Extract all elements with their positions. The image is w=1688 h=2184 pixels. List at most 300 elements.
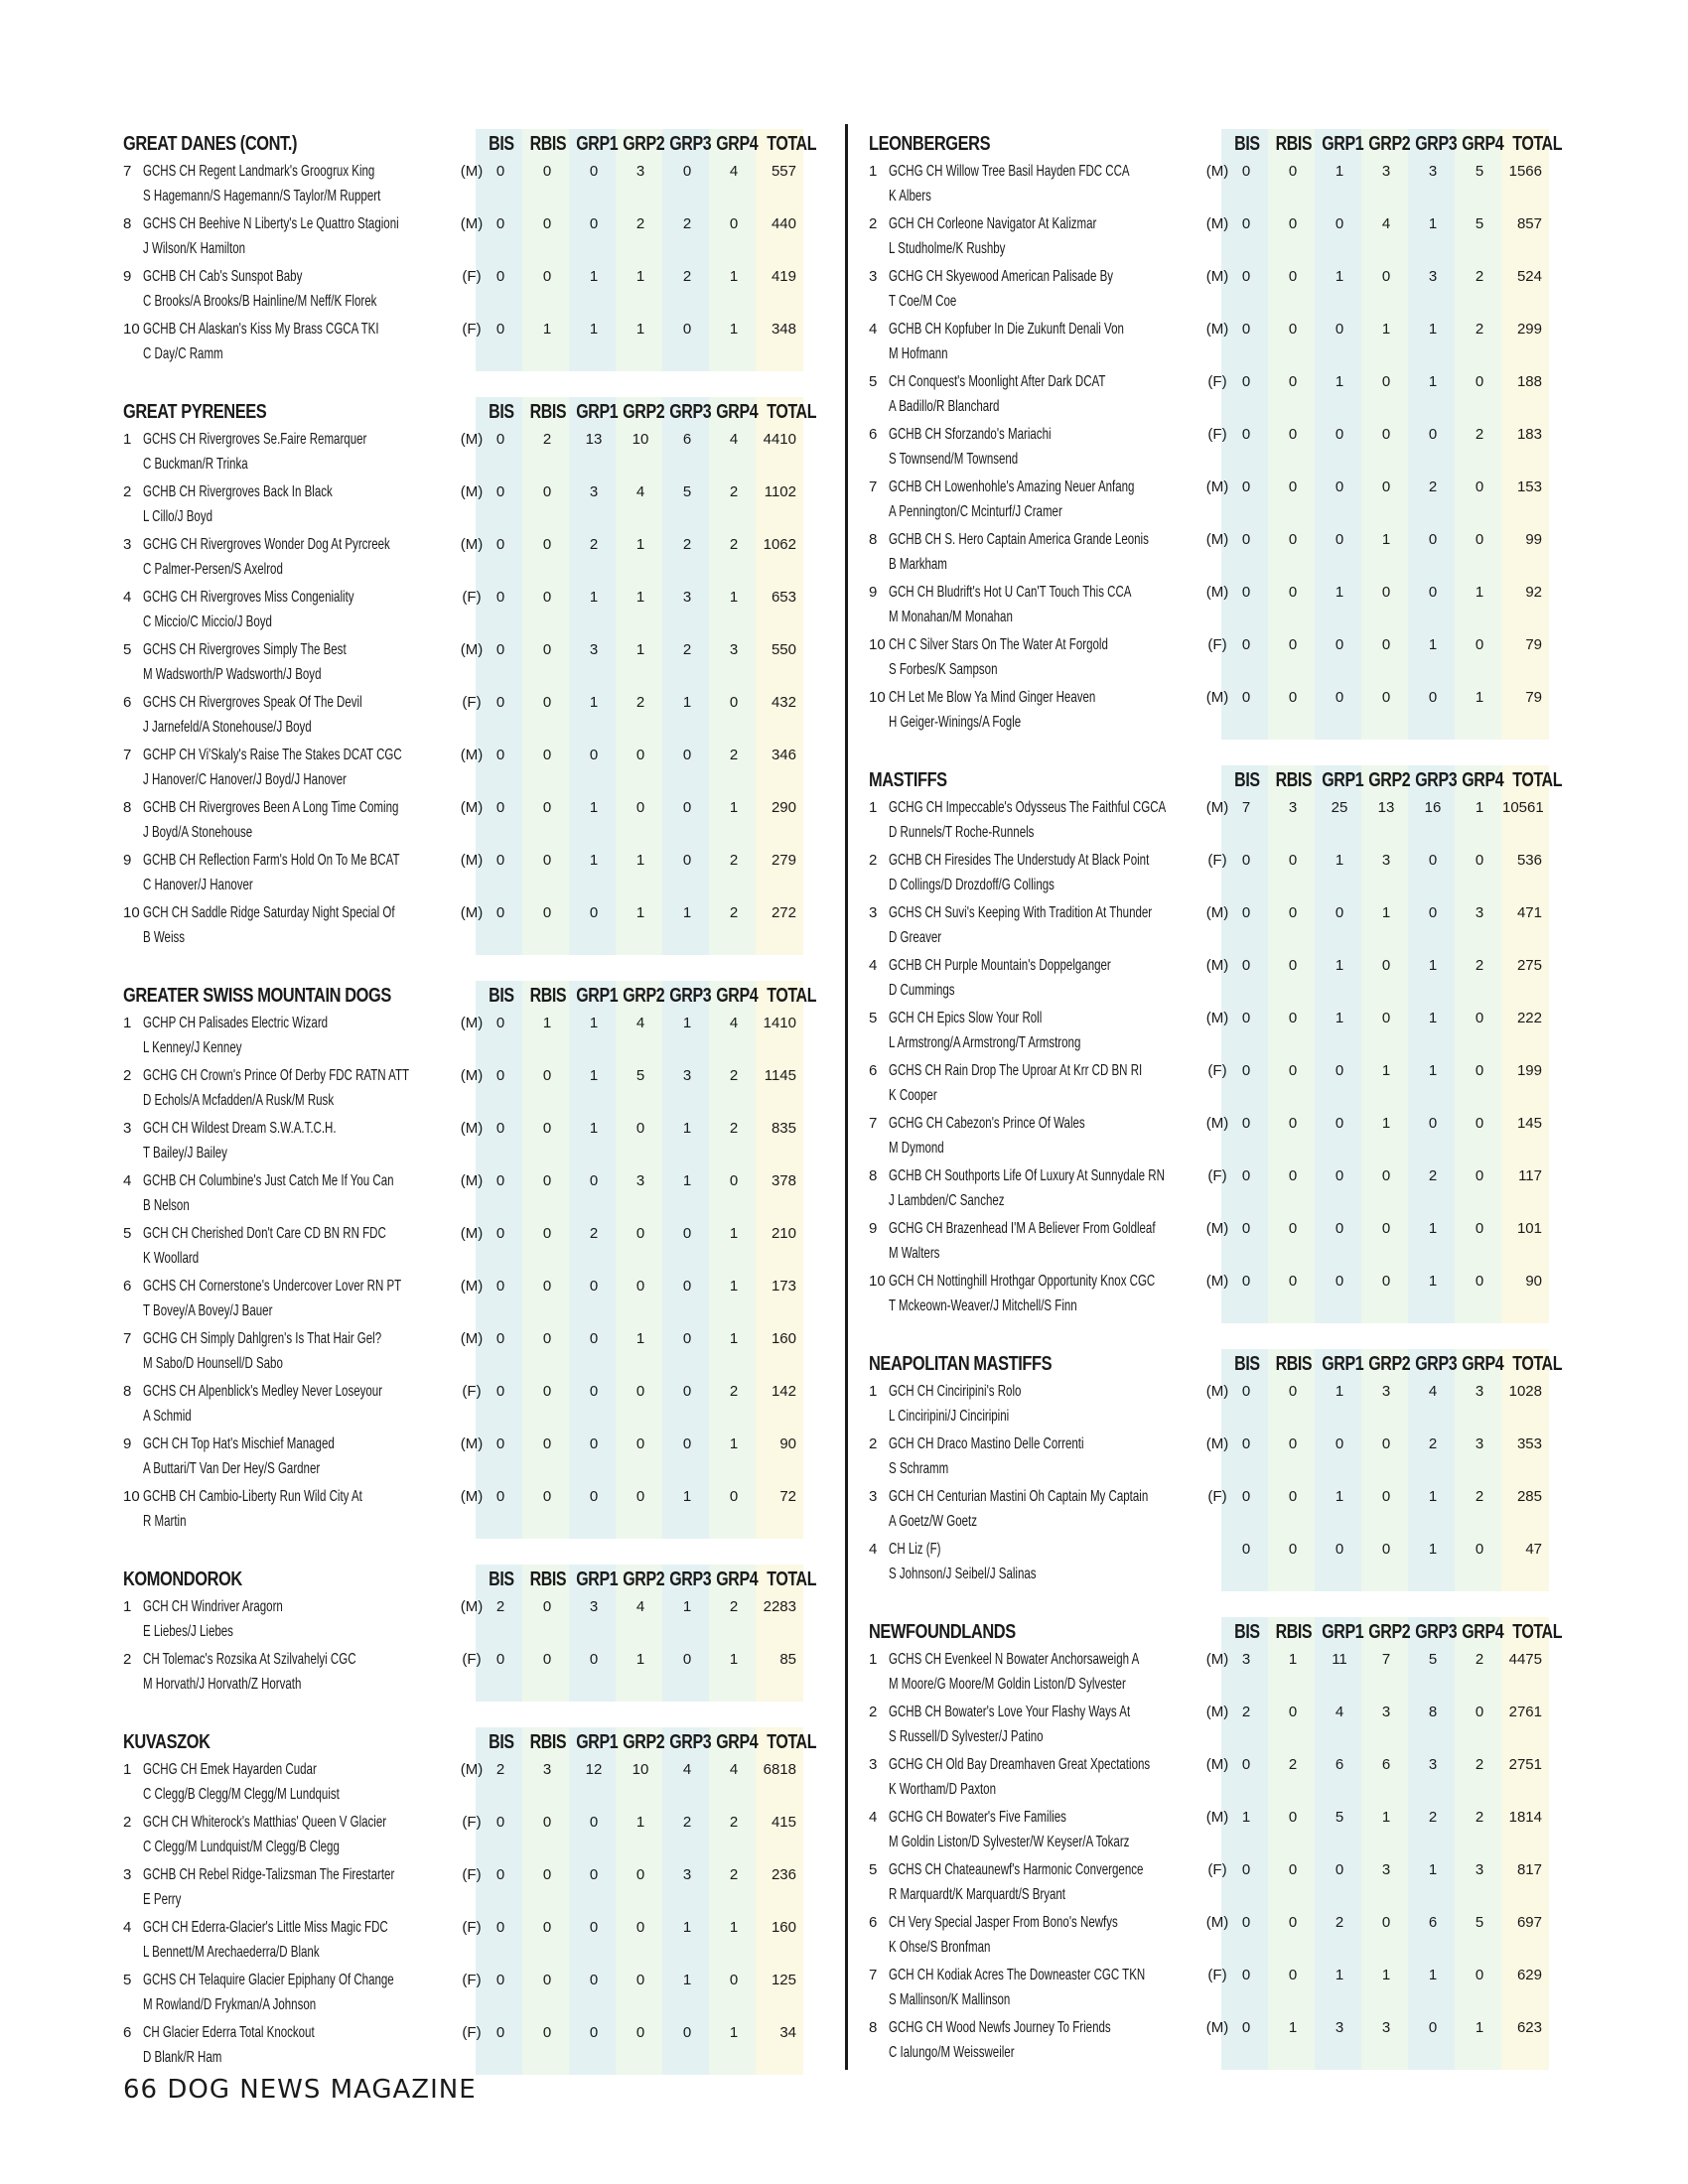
column-header-label: TOTAL bbox=[1512, 1353, 1563, 1375]
dog-name: GCHG CH Bowater's Five Families bbox=[889, 1809, 1066, 1826]
sex-label: (F) bbox=[462, 1814, 482, 1831]
column-stripe bbox=[616, 1727, 663, 2075]
owner-names: A Badillo/R Blanchard bbox=[889, 398, 1000, 415]
stat-total: 79 bbox=[1525, 636, 1542, 653]
stat-grp1: 0 bbox=[1335, 1861, 1344, 1878]
dog-name: GCHB CH Kopfuber In Die Zukunft Denali Von bbox=[889, 321, 1124, 338]
stat-grp3: 3 bbox=[682, 1866, 692, 1883]
stat-rbis: 0 bbox=[1288, 215, 1298, 232]
stat-grp3: 0 bbox=[682, 321, 692, 338]
stat-rbis: 0 bbox=[1288, 1914, 1298, 1931]
stat-grp2: 4 bbox=[1381, 215, 1391, 232]
stat-rbis: 0 bbox=[1288, 689, 1298, 706]
owner-names: L Cillo/J Boyd bbox=[143, 508, 213, 525]
column-header-label: GRP4 bbox=[716, 1569, 759, 1590]
stat-grp4: 0 bbox=[1475, 1115, 1484, 1132]
stat-grp4: 0 bbox=[1475, 1541, 1484, 1558]
owner-names: C Day/C Ramm bbox=[143, 345, 223, 362]
stat-bis: 0 bbox=[495, 483, 505, 500]
column-header-label: GRP2 bbox=[1368, 133, 1411, 155]
stat-bis: 0 bbox=[495, 431, 505, 448]
stat-rbis: 0 bbox=[1288, 268, 1298, 285]
stat-grp3: 0 bbox=[682, 1278, 692, 1295]
rank-number: 3 bbox=[869, 904, 878, 921]
stat-total: 92 bbox=[1525, 584, 1542, 601]
rank-number: 6 bbox=[869, 1914, 878, 1931]
stat-grp1: 0 bbox=[589, 163, 599, 180]
stat-grp3: 2 bbox=[682, 268, 692, 285]
dog-name: GCH CH Wildest Dream S.W.A.T.C.H. bbox=[143, 1120, 337, 1137]
column-stripe bbox=[476, 397, 523, 955]
dog-name: GCHG CH Impeccable's Odysseus The Faithful CGCA bbox=[889, 799, 1167, 816]
sex-label: (M) bbox=[1205, 1220, 1229, 1237]
column-header-grp2 bbox=[1363, 1621, 1411, 1644]
dog-name: GCH CH Bludrift's Hot U Can'T Touch This CCA bbox=[889, 584, 1132, 601]
column-header-label: GRP2 bbox=[1368, 769, 1411, 791]
column-header-label: RBIS bbox=[529, 1731, 567, 1753]
rank-number: 7 bbox=[123, 747, 132, 763]
stat-grp3: 0 bbox=[682, 1225, 692, 1242]
stat-grp4: 0 bbox=[729, 215, 739, 232]
column-header-label: GRP3 bbox=[669, 1569, 712, 1590]
sex-label: (M) bbox=[460, 641, 484, 658]
stat-bis: 0 bbox=[495, 268, 505, 285]
owner-names: L Studholme/K Rushby bbox=[889, 240, 1006, 257]
column-stripe bbox=[662, 981, 710, 1539]
stat-grp4: 2 bbox=[729, 747, 739, 763]
stat-bis: 0 bbox=[1241, 531, 1251, 548]
sex-label: (M) bbox=[1205, 1914, 1229, 1931]
column-header-grp3 bbox=[664, 985, 712, 1008]
stat-grp4: 2 bbox=[729, 1598, 739, 1615]
stat-grp2: 0 bbox=[1381, 268, 1391, 285]
stat-grp1: 1 bbox=[1335, 1010, 1344, 1026]
stat-grp1: 6 bbox=[1335, 1756, 1344, 1773]
column-header-label: GRP1 bbox=[576, 401, 619, 423]
stat-grp4: 1 bbox=[1475, 689, 1484, 706]
stat-grp2: 0 bbox=[635, 1488, 645, 1505]
dog-name: GCHB CH Bowater's Love Your Flashy Ways At bbox=[889, 1704, 1131, 1720]
dog-name: GCHS CH Suvi's Keeping With Tradition At Thunder bbox=[889, 904, 1153, 921]
stat-grp2: 1 bbox=[635, 1651, 645, 1668]
stat-rbis: 0 bbox=[1288, 1809, 1298, 1826]
column-header-grp4 bbox=[711, 1731, 759, 1754]
column-stripe bbox=[1221, 765, 1269, 1323]
stat-grp1: 1 bbox=[1335, 957, 1344, 974]
stat-grp4: 2 bbox=[729, 1383, 739, 1400]
column-header-grp4 bbox=[1457, 769, 1504, 792]
breed-title: MASTIFFS bbox=[869, 769, 947, 791]
stat-grp4: 3 bbox=[1475, 1861, 1484, 1878]
sex-label: (M) bbox=[1205, 584, 1229, 601]
stat-grp1: 0 bbox=[1335, 1167, 1344, 1184]
stat-total: 2761 bbox=[1508, 1704, 1542, 1720]
stat-grp1: 1 bbox=[1335, 163, 1344, 180]
stat-grp2: 10 bbox=[632, 1761, 649, 1778]
rank-number: 6 bbox=[123, 2024, 132, 2041]
rank-number: 8 bbox=[869, 2019, 878, 2036]
stat-rbis: 0 bbox=[1288, 1115, 1298, 1132]
stat-grp2: 0 bbox=[635, 799, 645, 816]
owner-names: S Johnson/J Seibel/J Salinas bbox=[889, 1566, 1037, 1582]
stat-grp3: 1 bbox=[1428, 373, 1438, 390]
column-stripe bbox=[569, 1727, 617, 2075]
stat-grp4: 3 bbox=[1475, 1383, 1484, 1400]
stat-bis: 0 bbox=[1241, 163, 1251, 180]
dog-name: GCHB CH Lowenhohle's Amazing Neuer Anfang bbox=[889, 478, 1135, 495]
stat-bis: 0 bbox=[495, 1814, 505, 1831]
column-header-bis bbox=[478, 401, 525, 424]
owner-names: A Schmid bbox=[143, 1408, 192, 1425]
column-header-label: GRP2 bbox=[623, 401, 665, 423]
column-stripe bbox=[522, 1727, 570, 2075]
stat-total: 817 bbox=[1516, 1861, 1542, 1878]
stat-grp2: 4 bbox=[635, 1598, 645, 1615]
column-header-bis bbox=[478, 985, 525, 1008]
stat-grp3: 1 bbox=[1428, 1273, 1438, 1290]
stat-bis: 0 bbox=[1241, 1488, 1251, 1505]
stat-grp3: 3 bbox=[682, 1067, 692, 1084]
stat-rbis: 0 bbox=[542, 904, 552, 921]
stat-grp1: 0 bbox=[1335, 689, 1344, 706]
stat-grp1: 1 bbox=[1335, 373, 1344, 390]
stat-grp2: 1 bbox=[635, 1330, 645, 1347]
sex-label: (F) bbox=[1207, 852, 1227, 869]
stat-grp2: 7 bbox=[1381, 1651, 1391, 1668]
owner-names: L Kenney/J Kenney bbox=[143, 1039, 242, 1056]
stat-bis: 0 bbox=[495, 589, 505, 606]
owner-names: C Clegg/M Lundquist/M Clegg/B Clegg bbox=[143, 1839, 340, 1855]
rank-number: 9 bbox=[869, 1220, 878, 1237]
stat-total: 183 bbox=[1516, 426, 1542, 443]
column-header-grp4 bbox=[1457, 133, 1504, 156]
stat-total: 1410 bbox=[763, 1015, 796, 1031]
stat-grp1: 0 bbox=[1335, 215, 1344, 232]
stat-rbis: 1 bbox=[1288, 1651, 1298, 1668]
stat-grp3: 1 bbox=[1428, 321, 1438, 338]
dog-name: CH Tolemac's Rozsika At Szilvahelyi CGC bbox=[143, 1651, 356, 1668]
stat-grp1: 0 bbox=[1335, 1435, 1344, 1452]
stat-rbis: 0 bbox=[542, 1651, 552, 1668]
owner-names: M Wadsworth/P Wadsworth/J Boyd bbox=[143, 666, 322, 683]
stat-bis: 0 bbox=[495, 1120, 505, 1137]
stat-grp2: 3 bbox=[635, 163, 645, 180]
stat-grp1: 0 bbox=[1335, 426, 1344, 443]
sex-label: (M) bbox=[1205, 1383, 1229, 1400]
stat-grp2: 1 bbox=[1381, 904, 1391, 921]
stat-grp4: 1 bbox=[1475, 584, 1484, 601]
stat-grp1: 1 bbox=[589, 1120, 599, 1137]
stat-grp4: 1 bbox=[1475, 799, 1484, 816]
stat-grp1: 0 bbox=[589, 1330, 599, 1347]
column-header-label: TOTAL bbox=[767, 985, 817, 1007]
stat-total: 99 bbox=[1525, 531, 1542, 548]
stat-grp2: 3 bbox=[1381, 852, 1391, 869]
rank-number: 6 bbox=[123, 694, 132, 711]
sex-label: (M) bbox=[1205, 1756, 1229, 1773]
sex-label: (M) bbox=[460, 1330, 484, 1347]
column-stripe bbox=[522, 397, 570, 955]
stat-grp3: 0 bbox=[682, 799, 692, 816]
stat-grp1: 3 bbox=[589, 483, 599, 500]
stat-total: 835 bbox=[771, 1120, 796, 1137]
rank-number: 4 bbox=[869, 1809, 878, 1826]
column-header-rbis bbox=[1270, 1353, 1318, 1376]
stat-rbis: 2 bbox=[542, 431, 552, 448]
stat-total: 279 bbox=[771, 852, 796, 869]
stat-rbis: 0 bbox=[542, 747, 552, 763]
stat-total: 4475 bbox=[1508, 1651, 1542, 1668]
rank-number: 3 bbox=[869, 268, 878, 285]
stat-grp2: 1 bbox=[1381, 1809, 1391, 1826]
stat-grp4: 0 bbox=[1475, 531, 1484, 548]
stat-grp2: 1 bbox=[1381, 1062, 1391, 1079]
stat-bis: 7 bbox=[1241, 799, 1251, 816]
column-stripe bbox=[1408, 765, 1456, 1323]
stat-grp4: 0 bbox=[1475, 373, 1484, 390]
stat-total: 199 bbox=[1516, 1062, 1542, 1079]
rank-number: 5 bbox=[123, 1972, 132, 1988]
stat-bis: 0 bbox=[495, 2024, 505, 2041]
column-stripe bbox=[1501, 765, 1549, 1323]
sex-label: (M) bbox=[1205, 1651, 1229, 1668]
stat-grp3: 0 bbox=[682, 1435, 692, 1452]
stat-bis: 0 bbox=[1241, 2019, 1251, 2036]
stat-rbis: 0 bbox=[542, 1172, 552, 1189]
stat-grp4: 2 bbox=[1475, 426, 1484, 443]
stat-grp1: 0 bbox=[589, 1383, 599, 1400]
dog-name: GCHB CH Southports Life Of Luxury At Sunnydale RN bbox=[889, 1167, 1165, 1184]
column-header-rbis bbox=[524, 1731, 572, 1754]
stat-total: 857 bbox=[1516, 215, 1542, 232]
owner-names: D Greaver bbox=[889, 929, 942, 946]
stat-grp1: 1 bbox=[589, 268, 599, 285]
sex-label: (F) bbox=[1207, 1167, 1227, 1184]
column-header-label: RBIS bbox=[529, 401, 567, 423]
rank-number: 8 bbox=[869, 531, 878, 548]
stat-grp3: 2 bbox=[1428, 1167, 1438, 1184]
stat-rbis: 0 bbox=[542, 1866, 552, 1883]
stat-bis: 0 bbox=[495, 1172, 505, 1189]
stat-rbis: 2 bbox=[1288, 1756, 1298, 1773]
stat-grp3: 0 bbox=[682, 1383, 692, 1400]
stat-total: 1814 bbox=[1508, 1809, 1542, 1826]
stat-grp4: 2 bbox=[1475, 1756, 1484, 1773]
stat-grp1: 1 bbox=[1335, 852, 1344, 869]
stat-bis: 0 bbox=[1241, 1967, 1251, 1983]
stat-grp3: 4 bbox=[1428, 1383, 1438, 1400]
stat-grp3: 6 bbox=[1428, 1914, 1438, 1931]
stat-grp4: 3 bbox=[729, 641, 739, 658]
stat-grp4: 1 bbox=[729, 1435, 739, 1452]
sex-label: (M) bbox=[1205, 1809, 1229, 1826]
stat-grp1: 11 bbox=[1332, 1651, 1347, 1668]
column-header-bis bbox=[478, 1569, 525, 1591]
column-stripe bbox=[1455, 1617, 1502, 2070]
column-stripe bbox=[756, 397, 803, 955]
stat-total: 101 bbox=[1516, 1220, 1542, 1237]
stat-rbis: 3 bbox=[542, 1761, 552, 1778]
dog-name: GCHG CH Rivergroves Wonder Dog At Pyrcreek bbox=[143, 536, 390, 553]
sex-label: (M) bbox=[460, 1120, 484, 1137]
stat-grp1: 1 bbox=[589, 589, 599, 606]
owner-names: M Rowland/D Frykman/A Johnson bbox=[143, 1996, 317, 2013]
stat-bis: 0 bbox=[1241, 1115, 1251, 1132]
column-header-grp3 bbox=[664, 133, 712, 156]
sex-label: (M) bbox=[460, 1015, 484, 1031]
stat-bis: 3 bbox=[1241, 1651, 1251, 1668]
stat-grp1: 1 bbox=[589, 321, 599, 338]
stat-bis: 0 bbox=[495, 799, 505, 816]
owner-names: S Townsend/M Townsend bbox=[889, 451, 1019, 468]
stat-total: 348 bbox=[771, 321, 796, 338]
stat-grp1: 25 bbox=[1331, 799, 1348, 816]
dog-name: GCH CH Kodiak Acres The Downeaster CGC TKN bbox=[889, 1967, 1146, 1983]
column-header-label: GRP4 bbox=[1462, 1353, 1504, 1375]
rank-number: 2 bbox=[123, 1067, 132, 1084]
column-header-bis bbox=[1223, 769, 1271, 792]
column-header-rbis bbox=[1270, 1621, 1318, 1644]
dog-name: GCHB CH Columbine's Just Catch Me If You Can bbox=[143, 1172, 394, 1189]
stat-grp2: 0 bbox=[1381, 1273, 1391, 1290]
column-stripe bbox=[709, 981, 757, 1539]
column-header-rbis bbox=[1270, 133, 1318, 156]
dog-name: GCHS CH Rivergroves Simply The Best bbox=[143, 641, 347, 658]
stat-grp3: 0 bbox=[1428, 531, 1438, 548]
stat-bis: 0 bbox=[1241, 1756, 1251, 1773]
stat-grp3: 6 bbox=[682, 431, 692, 448]
owner-names: D Blank/R Ham bbox=[143, 2049, 222, 2066]
stat-grp2: 1 bbox=[635, 641, 645, 658]
stat-rbis: 0 bbox=[542, 1814, 552, 1831]
stat-grp3: 3 bbox=[682, 589, 692, 606]
stat-grp1: 0 bbox=[589, 1435, 599, 1452]
stat-total: 419 bbox=[771, 268, 796, 285]
rank-number: 8 bbox=[123, 215, 132, 232]
column-stripe bbox=[476, 1727, 523, 2075]
stat-grp4: 1 bbox=[729, 1919, 739, 1936]
stat-rbis: 0 bbox=[1288, 1383, 1298, 1400]
stat-bis: 0 bbox=[495, 641, 505, 658]
stat-total: 145 bbox=[1516, 1115, 1542, 1132]
stat-grp1: 0 bbox=[589, 2024, 599, 2041]
stat-grp4: 0 bbox=[729, 694, 739, 711]
stat-rbis: 0 bbox=[542, 1225, 552, 1242]
stat-grp4: 1 bbox=[729, 1330, 739, 1347]
owner-names: S Russell/D Sylvester/J Patino bbox=[889, 1728, 1044, 1745]
stat-rbis: 0 bbox=[1288, 1273, 1298, 1290]
dog-name: GCH CH Centurian Mastini Oh Captain My Captain bbox=[889, 1488, 1149, 1505]
stat-grp4: 1 bbox=[729, 321, 739, 338]
owner-names: C Clegg/B Clegg/M Clegg/M Lundquist bbox=[143, 1786, 340, 1803]
column-header-label: RBIS bbox=[1275, 1353, 1313, 1375]
stat-grp1: 0 bbox=[589, 1814, 599, 1831]
stat-grp3: 3 bbox=[1428, 268, 1438, 285]
stat-total: 1145 bbox=[764, 1067, 796, 1084]
sex-label: (M) bbox=[1205, 268, 1229, 285]
column-header-label: GRP2 bbox=[623, 133, 665, 155]
stat-grp3: 0 bbox=[682, 1651, 692, 1668]
owner-names: S Mallinson/K Mallinson bbox=[889, 1991, 1011, 2008]
column-header-grp2 bbox=[618, 1731, 665, 1754]
stat-grp1: 0 bbox=[589, 904, 599, 921]
stat-rbis: 0 bbox=[1288, 1541, 1298, 1558]
column-header-label: GRP3 bbox=[669, 1731, 712, 1753]
owner-names: B Nelson bbox=[143, 1197, 190, 1214]
rank-number: 5 bbox=[869, 1861, 878, 1878]
sex-label: (F) bbox=[462, 2024, 482, 2041]
stat-grp2: 0 bbox=[635, 2024, 645, 2041]
rank-number: 7 bbox=[123, 163, 132, 180]
dog-name: GCHG CH Simply Dahlgren's Is That Hair Gel? bbox=[143, 1330, 382, 1347]
dog-name: GCHS CH Rain Drop The Uproar At Krr CD BN RI bbox=[889, 1062, 1143, 1079]
stat-rbis: 0 bbox=[542, 852, 552, 869]
owner-names: R Martin bbox=[143, 1513, 187, 1530]
stat-grp3: 2 bbox=[1428, 1809, 1438, 1826]
stat-grp4: 0 bbox=[1475, 1704, 1484, 1720]
column-header-grp2 bbox=[618, 1569, 665, 1591]
rank-number: 10 bbox=[123, 1488, 140, 1505]
sex-label: (M) bbox=[460, 1598, 484, 1615]
sex-label: (M) bbox=[1205, 904, 1229, 921]
dog-name: GCHB CH Purple Mountain's Doppelganger bbox=[889, 957, 1111, 974]
column-header-label: GRP2 bbox=[1368, 1353, 1411, 1375]
stat-grp1: 0 bbox=[589, 1651, 599, 1668]
stat-grp4: 5 bbox=[1475, 1914, 1484, 1931]
dog-name: GCHG CH Cabezon's Prince Of Wales bbox=[889, 1115, 1085, 1132]
sex-label: (F) bbox=[1207, 1861, 1227, 1878]
stat-grp4: 0 bbox=[1475, 1010, 1484, 1026]
column-header-label: GRP4 bbox=[1462, 133, 1504, 155]
owner-names: M Sabo/D Hounsell/D Sabo bbox=[143, 1355, 283, 1372]
sex-label: (M) bbox=[460, 431, 484, 448]
dog-name: CH Let Me Blow Ya Mind Ginger Heaven bbox=[889, 689, 1096, 706]
column-header-label: GRP2 bbox=[623, 1569, 665, 1590]
stat-bis: 0 bbox=[1241, 689, 1251, 706]
stat-rbis: 0 bbox=[542, 1435, 552, 1452]
stat-grp1: 2 bbox=[1335, 1914, 1344, 1931]
stat-total: 34 bbox=[779, 2024, 796, 2041]
stat-bis: 0 bbox=[1241, 1541, 1251, 1558]
owner-names: L Armstrong/A Armstrong/T Armstrong bbox=[889, 1034, 1081, 1051]
stat-grp3: 2 bbox=[682, 215, 692, 232]
rank-number: 7 bbox=[869, 478, 878, 495]
stat-grp4: 0 bbox=[1475, 1062, 1484, 1079]
stat-grp3: 1 bbox=[1428, 1010, 1438, 1026]
dog-name: GCHS CH Evenkeel N Bowater Anchorsaweigh A bbox=[889, 1651, 1140, 1668]
stat-rbis: 0 bbox=[1288, 636, 1298, 653]
rank-number: 9 bbox=[123, 852, 132, 869]
stat-grp2: 0 bbox=[635, 747, 645, 763]
stat-grp1: 2 bbox=[589, 1225, 599, 1242]
column-header-grp4 bbox=[711, 1569, 759, 1591]
column-header-label: TOTAL bbox=[767, 133, 817, 155]
column-stripe bbox=[1361, 765, 1409, 1323]
stat-grp3: 4 bbox=[682, 1761, 692, 1778]
stat-grp2: 0 bbox=[635, 1866, 645, 1883]
rank-number: 1 bbox=[123, 1015, 132, 1031]
stat-bis: 0 bbox=[495, 1972, 505, 1988]
column-header-label: GRP3 bbox=[1415, 1621, 1458, 1643]
stat-grp2: 3 bbox=[1381, 1704, 1391, 1720]
stat-rbis: 0 bbox=[1288, 1861, 1298, 1878]
column-header-label: GRP4 bbox=[716, 401, 759, 423]
column-header-label: GRP4 bbox=[716, 133, 759, 155]
column-header-grp1 bbox=[571, 1569, 619, 1591]
owner-names: T Bailey/J Bailey bbox=[143, 1145, 227, 1161]
breed-title: GREAT DANES (CONT.) bbox=[123, 133, 298, 155]
stat-rbis: 0 bbox=[542, 799, 552, 816]
